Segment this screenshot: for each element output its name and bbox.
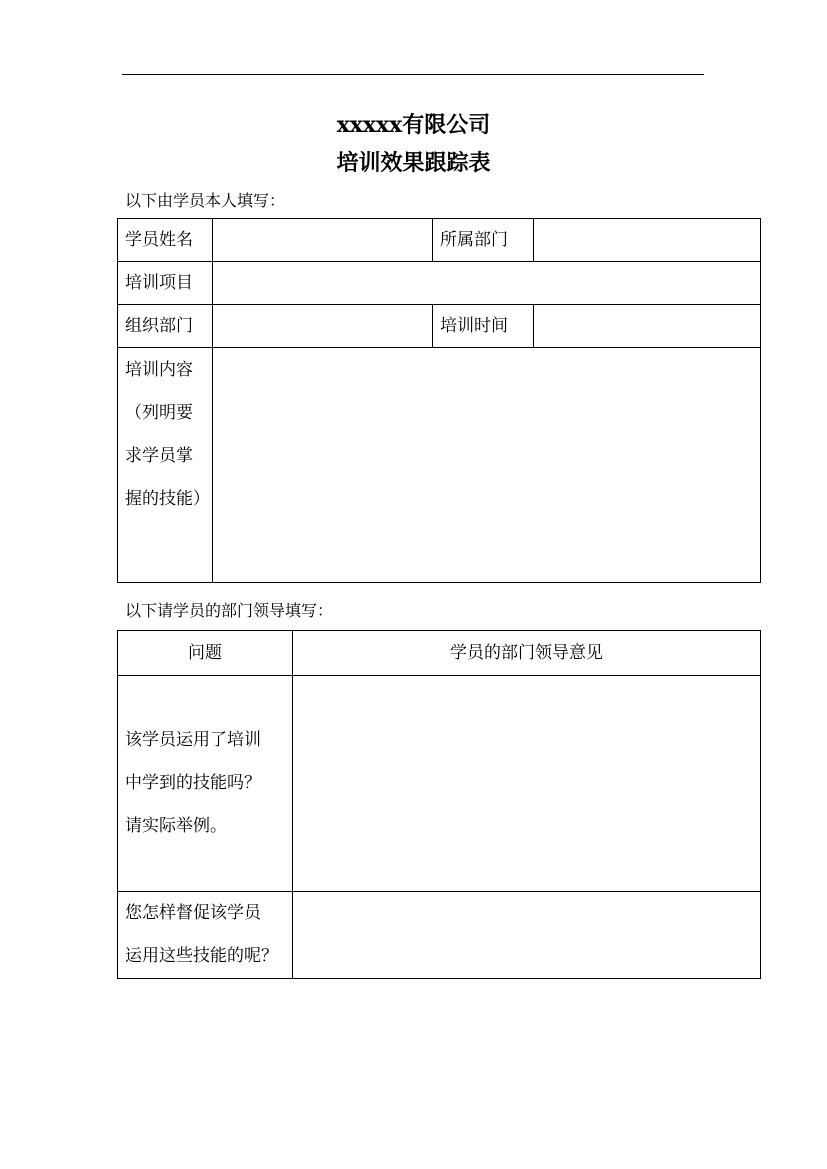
question-line: 运用这些技能的呢？ <box>125 946 278 966</box>
student-name-field[interactable] <box>213 219 433 262</box>
table-row <box>118 262 761 305</box>
question-line: 中学到的技能吗？ <box>125 773 261 793</box>
training-project-label: 培训项目 <box>118 262 213 305</box>
section2-note: 以下请学员的部门领导填写： <box>125 601 334 620</box>
company-title <box>0 108 827 139</box>
training-content-line: 培训内容 <box>125 360 193 380</box>
student-name-label: 学员姓名 <box>118 219 213 262</box>
training-time-field[interactable] <box>534 305 761 348</box>
section1-note: 以下由学员本人填写： <box>125 191 286 210</box>
table-row <box>118 676 761 892</box>
training-time-label: 培训时间 <box>433 305 534 348</box>
table-row <box>118 892 761 979</box>
trainee-info-table <box>117 218 761 583</box>
training-content-line: （列明要 <box>125 403 193 423</box>
department-field[interactable] <box>534 219 761 262</box>
organizing-department-label: 组织部门 <box>118 305 213 348</box>
department-label: 所属部门 <box>433 219 534 262</box>
table-row <box>118 305 761 348</box>
question-cell <box>118 676 293 892</box>
opinion-field[interactable] <box>293 676 761 892</box>
question-line: 您怎样督促该学员 <box>125 903 261 923</box>
company-suffix: 有限公司 <box>402 113 491 138</box>
training-content-field[interactable] <box>213 348 761 583</box>
form-title: 培训效果跟踪表 <box>336 151 491 176</box>
question-line: 请实际举例。 <box>125 816 227 836</box>
training-content-label <box>118 348 213 583</box>
question-line: 该学员运用了培训 <box>125 730 261 750</box>
organizing-department-field[interactable] <box>213 305 433 348</box>
opinion-field[interactable] <box>293 892 761 979</box>
company-prefix: xxxxx <box>336 112 403 138</box>
table-row <box>118 219 761 262</box>
training-content-line: 握的技能） <box>125 489 210 509</box>
leader-feedback-table <box>117 630 761 979</box>
table-header-row <box>118 631 761 676</box>
header-rule <box>122 74 704 75</box>
question-header: 问题 <box>118 631 293 676</box>
training-project-field[interactable] <box>213 262 761 305</box>
training-content-line: 求学员掌 <box>125 446 193 466</box>
opinion-header: 学员的部门领导意见 <box>293 631 761 676</box>
question-cell <box>118 892 293 979</box>
table-row <box>118 348 761 583</box>
